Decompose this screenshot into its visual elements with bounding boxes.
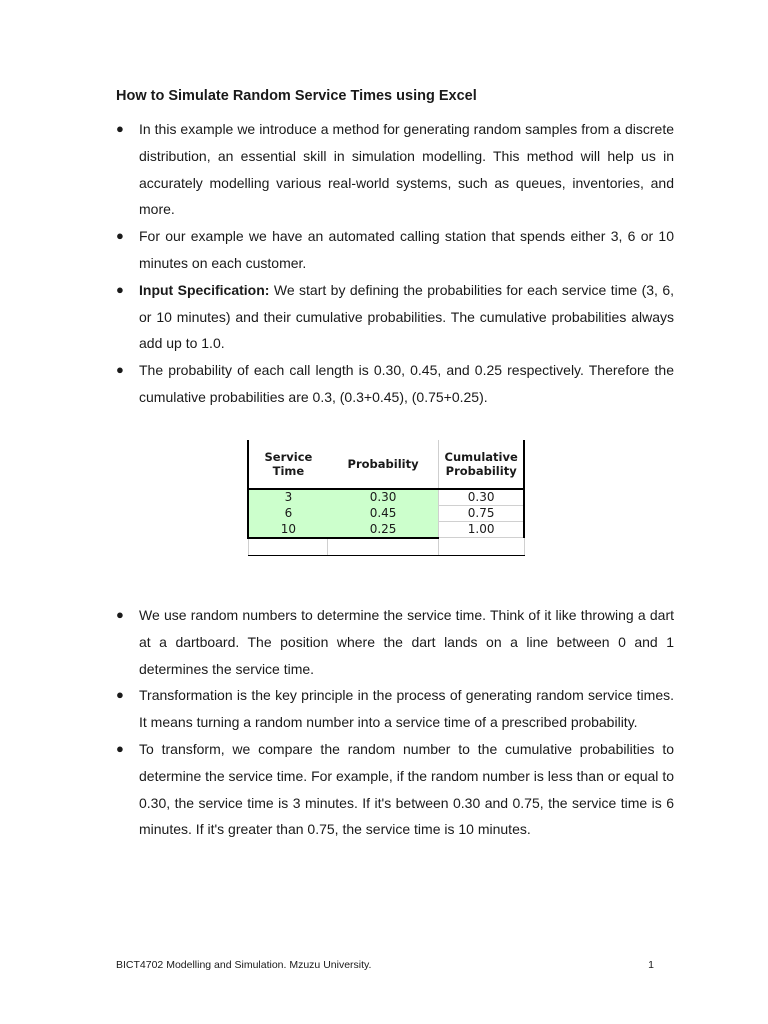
page-footer: [116, 959, 654, 971]
list-item: [116, 116, 674, 223]
table-cell: 0.30: [328, 489, 439, 506]
page-number: 1: [648, 959, 654, 971]
bullet-icon: ●: [116, 228, 124, 244]
list-item: [116, 357, 674, 411]
list-item: [116, 223, 674, 277]
list-item-text: The probability of each call length is 0.30, 0.45, and 0.25 respectively. Therefore the cumulative probabilities are 0.3, (0.3+0.45), (0.75+0.25).: [139, 362, 674, 405]
list-item-text: To transform, we compare the random number to the cumulative probabilities to determine the service time. For example, if the random number is less than or equal to 0.30, the service time is 3 minutes. If it's between 0.30 and 0.75, the service time is 6 minutes. If it's greater than 0.75, the service time is 10 minutes.: [139, 740, 674, 838]
table-cell: 0.75: [439, 506, 524, 522]
list-item-text: We use random numbers to determine the service time. Think of it like throwing a dart at a dartboard. The position where the dart lands on a line between 0 and 1 determines the service time.: [139, 607, 674, 677]
list-item: [116, 736, 674, 843]
table-cell: 0.45: [328, 506, 439, 522]
bullet-icon: ●: [116, 121, 124, 136]
table-cell: 0.30: [439, 489, 524, 506]
table-cell: 1.00: [439, 522, 524, 538]
list-item-text: We start by defining the probabilities for each service time (3, 6, or 10 minutes) and their cumulative probabilities. The cumulative probabilities always add up to 1.0.: [139, 281, 675, 352]
bullet-icon: ●: [116, 687, 124, 703]
list-item-text: For our example we have an automated calling station that spends either 3, 6 or 10 minutes on each customer.: [139, 228, 674, 271]
footer-course: BICT4702 Modelling and Simulation. Mzuzu University.: [116, 959, 372, 971]
table-cell: 10: [248, 522, 328, 538]
service-time-table: [247, 440, 525, 568]
list-item: [116, 277, 674, 357]
bullet-list-top: [116, 116, 674, 411]
list-item: [116, 682, 674, 736]
bold-lead: Input Specification:: [139, 281, 270, 298]
header-cumulative-probability: Cumulative Probability: [439, 440, 524, 489]
page-title: How to Simulate Random Service Times using Excel: [116, 88, 477, 104]
bullet-icon: ●: [116, 740, 124, 756]
list-item: [116, 602, 674, 682]
bullet-icon: ●: [116, 281, 124, 297]
table-cell: 3: [248, 489, 328, 506]
bullet-icon: ●: [116, 362, 124, 378]
bullet-icon: ●: [116, 607, 124, 622]
bullet-list-bottom: [116, 602, 674, 843]
table-cell: 6: [248, 506, 328, 522]
header-probability: Probability: [328, 440, 439, 489]
list-item-text: In this example we introduce a method for generating random samples from a discrete distribution, an essential skill in simulation modelling. This method will help us in accurately modelling various real-world systems, such as queues, inventories, and more.: [139, 121, 674, 218]
list-item-text: Transformation is the key principle in the process of generating random service times. It means turning a random number into a service time of a prescribed probability.: [139, 687, 674, 731]
header-service-time: Service Time: [248, 440, 328, 489]
table-cell: 0.25: [328, 522, 439, 538]
